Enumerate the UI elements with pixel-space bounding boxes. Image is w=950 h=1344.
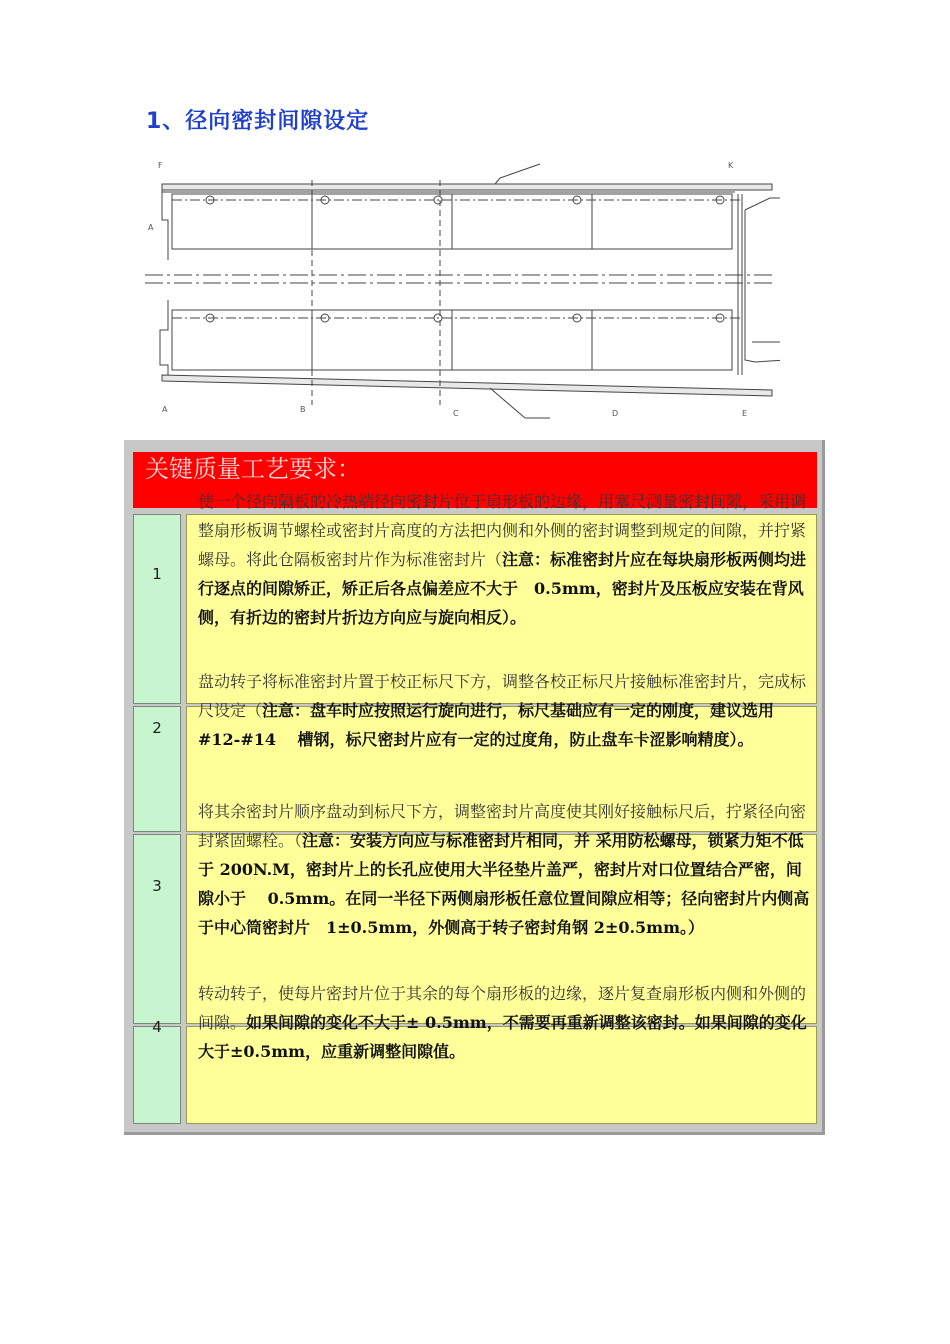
drawing-label-e: E <box>742 409 748 418</box>
row-text-1-note: 注意：标准密封片应在每块扇形板两侧均进行逐点的间隙矫正，矫正后各点偏差应不大于 0.5mm，密封片及压板应安装在背风侧，有折边的密封片折边方向应与旋向相反）。 <box>198 550 807 627</box>
row-text-2-normal: 盘动转子将标准密封片置于校正标尺下方，调整各校正标尺片接触标准密封片，完成标尺设定（ <box>198 672 807 720</box>
page-heading: 1、径向密封间隙设定 <box>146 109 370 134</box>
row-text-1 <box>198 487 810 632</box>
row-number-cell-1 <box>133 514 181 704</box>
drawing-label-k: K <box>728 161 734 170</box>
row-text-4 <box>198 979 810 1066</box>
drawing-label-f: F <box>158 161 163 170</box>
drawing-label-a-mid: A <box>148 223 154 232</box>
drawing-label-c: C <box>453 409 459 418</box>
row-number-cell-4 <box>133 1026 181 1124</box>
row-number-cell-3 <box>133 834 181 1024</box>
row-text-1-normal: 使一个径向隔板的冷热端径向密封片位于扇形板的边缘，用塞尺测量密封间隙，采用调整扇形板调节螺栓或密封片高度的方法把内侧和外侧的密封调整到规定的间隙，并拧紧螺母。将此仓隔板密封片作为标准密封片（ <box>198 492 807 569</box>
row-text-3 <box>198 797 810 942</box>
row-text-2 <box>198 667 810 754</box>
drawing-label-a: A <box>162 405 168 414</box>
row-text-4-note: 如果间隙的变化不大于± 0.5mm，不需要再重新调整该密封。如果间隙的变化大于±0.5mm，应重新调整间隙值。 <box>198 1013 807 1061</box>
requirements-title: 关键质量工艺要求： <box>145 455 361 483</box>
seal-assembly-drawing <box>140 150 780 435</box>
row-text-2-note: 注意：盘车时应按照运行旋向进行，标尺基础应有一定的刚度，建议选用#12-#14 槽钢，标尺密封片应有一定的过度角，防止盘车卡涩影响精度）。 <box>198 701 775 749</box>
drawing-label-d: D <box>612 409 619 418</box>
row-number-2: 2 <box>152 719 162 737</box>
row-text-4-normal: 转动转子，使每片密封片位于其余的每个扇形板的边缘，逐片复查扇形板内侧和外侧的间隙。 <box>198 984 807 1032</box>
row-text-3-normal: 将其余密封片顺序盘动到标尺下方，调整密封片高度使其刚好接触标尺后，拧紧径向密封紧固螺栓。（ <box>198 802 807 850</box>
row-number-3: 3 <box>152 877 162 895</box>
row-number-1: 1 <box>152 565 162 583</box>
drawing-label-b: B <box>300 405 306 414</box>
row-number-4: 4 <box>152 1018 162 1036</box>
row-text-3-note: 注意：安装方向应与标准密封片相同，并 采用防松螺母，锁紧力矩不低于 200N.M，密封片上的长孔应使用大半径垫片盖严，密封片对口位置结合严密，间隙小于 0.5mm。在同一半径下两侧扇形板任意位置间隙应相等；径向密封片内侧高于中心筒密封片 1±0.5mm，外侧高于转子密封角钢 2±0.5mm。） <box>198 831 810 937</box>
